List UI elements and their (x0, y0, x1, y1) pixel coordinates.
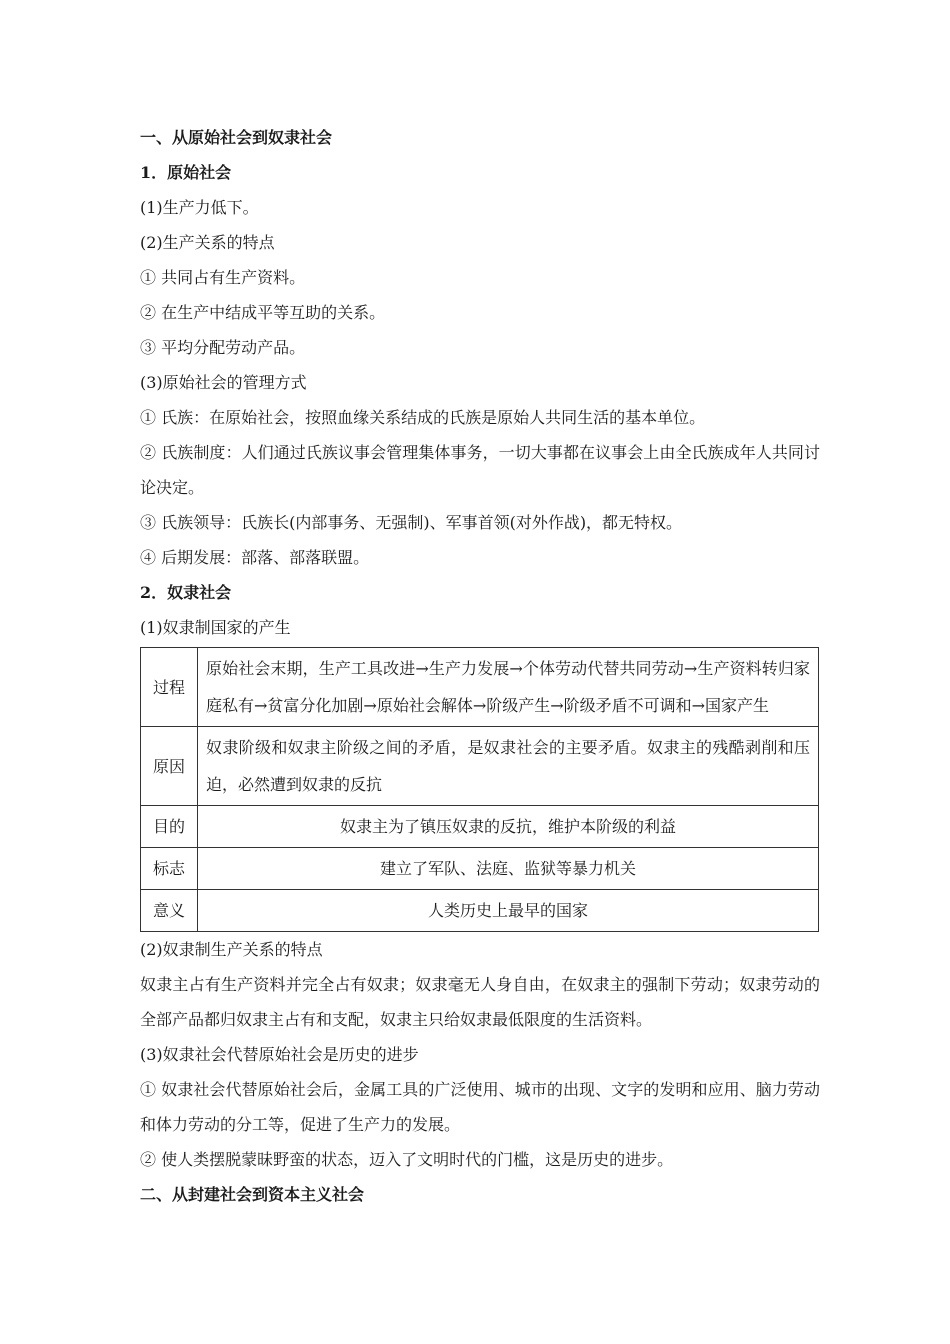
sub2-p1: (1)奴隶制国家的产生 (140, 618, 291, 637)
table-row (141, 727, 819, 806)
table-key-cell: 原因 (141, 727, 198, 806)
table-row (141, 648, 819, 727)
table-row (141, 890, 819, 932)
section1-title: 一、从原始社会到奴隶社会 (140, 128, 333, 147)
sub2-p3: (3)奴隶社会代替原始社会是历史的进步 (140, 1045, 419, 1064)
sub1-p3-item: ③ 氏族领导：氏族长(内部事务、无强制)、军事首领(对外作战)，都无特权。 (140, 513, 683, 532)
table-key-cell: 标志 (141, 848, 198, 890)
table-value-cell: 奴隶阶级和奴隶主阶级之间的矛盾，是奴隶社会的主要矛盾。奴隶主的残酷剥削和压迫，必然遭到奴隶的反抗 (198, 727, 819, 806)
table-key-cell: 目的 (141, 806, 198, 848)
sub1-p3: (3)原始社会的管理方式 (140, 373, 307, 392)
sub1-title: 1．原始社会 (140, 163, 232, 182)
sub2-p3-item: ① 奴隶社会代替原始社会后，金属工具的广泛使用、城市的出现、文字的发明和应用、脑力劳动和体力劳动的分工等，促进了生产力的发展。 (140, 1080, 820, 1134)
sub1-p2: (2)生产关系的特点 (140, 233, 275, 252)
table-key-cell: 过程 (141, 648, 198, 727)
sub2-title: 2．奴隶社会 (140, 583, 232, 602)
sub1-p3-item: ② 氏族制度：人们通过氏族议事会管理集体事务，一切大事都在议事会上由全氏族成年人共同讨论决定。 (140, 443, 820, 497)
document-page (140, 120, 820, 1212)
table-key-cell: 意义 (141, 890, 198, 932)
table-value-cell: 人类历史上最早的国家 (198, 890, 819, 932)
sub1-p1: (1)生产力低下。 (140, 198, 259, 217)
sub1-p2-item: ① 共同占有生产资料。 (140, 268, 306, 287)
sub1-p2-item: ② 在生产中结成平等互助的关系。 (140, 303, 386, 322)
sub2-p3-item: ② 使人类摆脱蒙昧野蛮的状态，迈入了文明时代的门槛，这是历史的进步。 (140, 1150, 674, 1169)
sub2-p2: (2)奴隶制生产关系的特点 (140, 940, 323, 959)
table-value-cell: 原始社会末期，生产工具改进→生产力发展→个体劳动代替共同劳动→生产资料转归家庭私有→贫富分化加剧→原始社会解体→阶级产生→阶级矛盾不可调和→国家产生 (198, 648, 819, 727)
state-origin-table (140, 647, 819, 932)
sub2-p2-text: 奴隶主占有生产资料并完全占有奴隶；奴隶毫无人身自由，在奴隶主的强制下劳动；奴隶劳动的全部产品都归奴隶主占有和支配，奴隶主只给奴隶最低限度的生活资料。 (140, 975, 820, 1029)
section2-title: 二、从封建社会到资本主义社会 (140, 1185, 365, 1204)
table-row (141, 848, 819, 890)
sub1-p2-item: ③ 平均分配劳动产品。 (140, 338, 306, 357)
table-row (141, 806, 819, 848)
sub1-p3-item: ① 氏族：在原始社会，按照血缘关系结成的氏族是原始人共同生活的基本单位。 (140, 408, 706, 427)
table-value-cell: 建立了军队、法庭、监狱等暴力机关 (198, 848, 819, 890)
table-value-cell: 奴隶主为了镇压奴隶的反抗，维护本阶级的利益 (198, 806, 819, 848)
sub1-p3-item: ④ 后期发展：部落、部落联盟。 (140, 548, 370, 567)
